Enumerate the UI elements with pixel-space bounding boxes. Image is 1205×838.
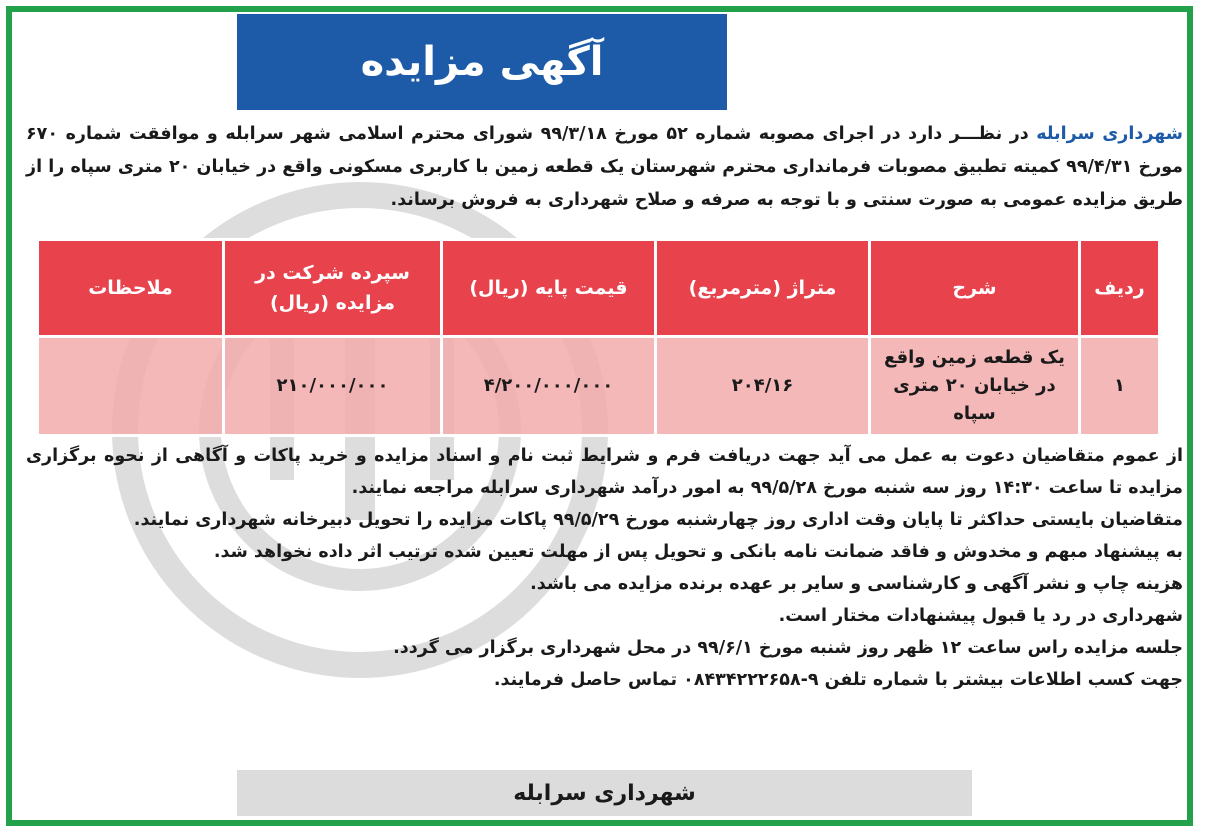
note-registration: از عموم متقاضیان دعوت به عمل می آید جهت دریافت فرم و شرایط ثبت نام و اسناد مزایده و خرید پاکات و آگاهی از نحوه برگزاری مزایده تا ساعت ۱۴:۳۰ روز سه شنبه مورخ ۹۹/۵/۲۸ به امور درآمد شهرداری سرابله مراجعه نمایند. bbox=[26, 446, 1183, 498]
cell-row-number: ۱ bbox=[1080, 337, 1160, 436]
note-deadline: متقاضیان بایستی حداکثر تا پایان وقت اداری روز چهارشنبه مورخ ۹۹/۵/۲۹ پاکات مزایده را تحویل دبیرخانه شهرداری نمایند. bbox=[133, 510, 1183, 530]
cell-remarks bbox=[38, 337, 224, 436]
header-base-price: قیمت پایه (ریال) bbox=[442, 240, 656, 337]
organization-name: شهرداری سرابله bbox=[1036, 124, 1183, 144]
cell-base-price: ۴/۲۰۰/۰۰۰/۰۰۰ bbox=[442, 337, 656, 436]
header-remarks: ملاحظات bbox=[38, 240, 224, 337]
header-description: شرح bbox=[870, 240, 1080, 337]
table-row bbox=[38, 337, 1160, 436]
intro-paragraph bbox=[26, 118, 1183, 217]
note-rights: شهرداری در رد یا قبول پیشنهادات مختار است. bbox=[778, 606, 1183, 626]
footer-banner bbox=[237, 770, 972, 816]
note-contact: جهت کسب اطلاعات بیشتر با شماره تلفن ۹-۰۸۴۳۴۲۲۲۶۵۸ تماس حاصل فرمایند. bbox=[493, 670, 1183, 690]
title-banner bbox=[237, 14, 727, 110]
auction-table bbox=[36, 238, 1161, 437]
note-session: جلسه مزایده راس ساعت ۱۲ ظهر روز شنبه مورخ ۹۹/۶/۱ در محل شهرداری برگزار می گردد. bbox=[393, 638, 1183, 658]
cell-description: یک قطعه زمین واقع در خیابان ۲۰ متری سپاه bbox=[870, 337, 1080, 436]
cell-area: ۲۰۴/۱۶ bbox=[656, 337, 870, 436]
footer-signature: شهرداری سرابله bbox=[513, 780, 696, 806]
note-invalid-bids: به پیشنهاد مبهم و مخدوش و فاقد ضمانت نامه بانکی و تحویل پس از مهلت تعیین شده ترتیب اثر داده نخواهد شد. bbox=[213, 542, 1183, 562]
table-header-row bbox=[38, 240, 1160, 337]
note-costs: هزینه چاپ و نشر آگهی و کارشناسی و سایر بر عهده برنده مزایده می باشد. bbox=[530, 574, 1183, 594]
intro-text: در نظـــر دارد در اجرای مصوبه شماره ۵۲ مورخ ۹۹/۳/۱۸ شورای محترم اسلامی شهر سرابله و موافقت شماره ۶۷۰ مورخ ۹۹/۴/۳۱ کمیته تطبیق مصوبات فرمانداری محترم شهرستان یک قطعه زمین با کاربری مسکونی واقع در خیابان ۲۰ متری سپاه را از طریق مزایده عمومی به صورت سنتی و با توجه به صرفه و صلاح شهرداری به فروش برساند. bbox=[26, 124, 1183, 210]
header-row-number: ردیف bbox=[1080, 240, 1160, 337]
page-title: آگهی مزایده bbox=[360, 39, 604, 85]
notes-section bbox=[26, 440, 1183, 696]
header-area: متراژ (مترمربع) bbox=[656, 240, 870, 337]
cell-deposit: ۲۱۰/۰۰۰/۰۰۰ bbox=[224, 337, 442, 436]
header-deposit: سپرده شرکت در مزایده (ریال) bbox=[224, 240, 442, 337]
